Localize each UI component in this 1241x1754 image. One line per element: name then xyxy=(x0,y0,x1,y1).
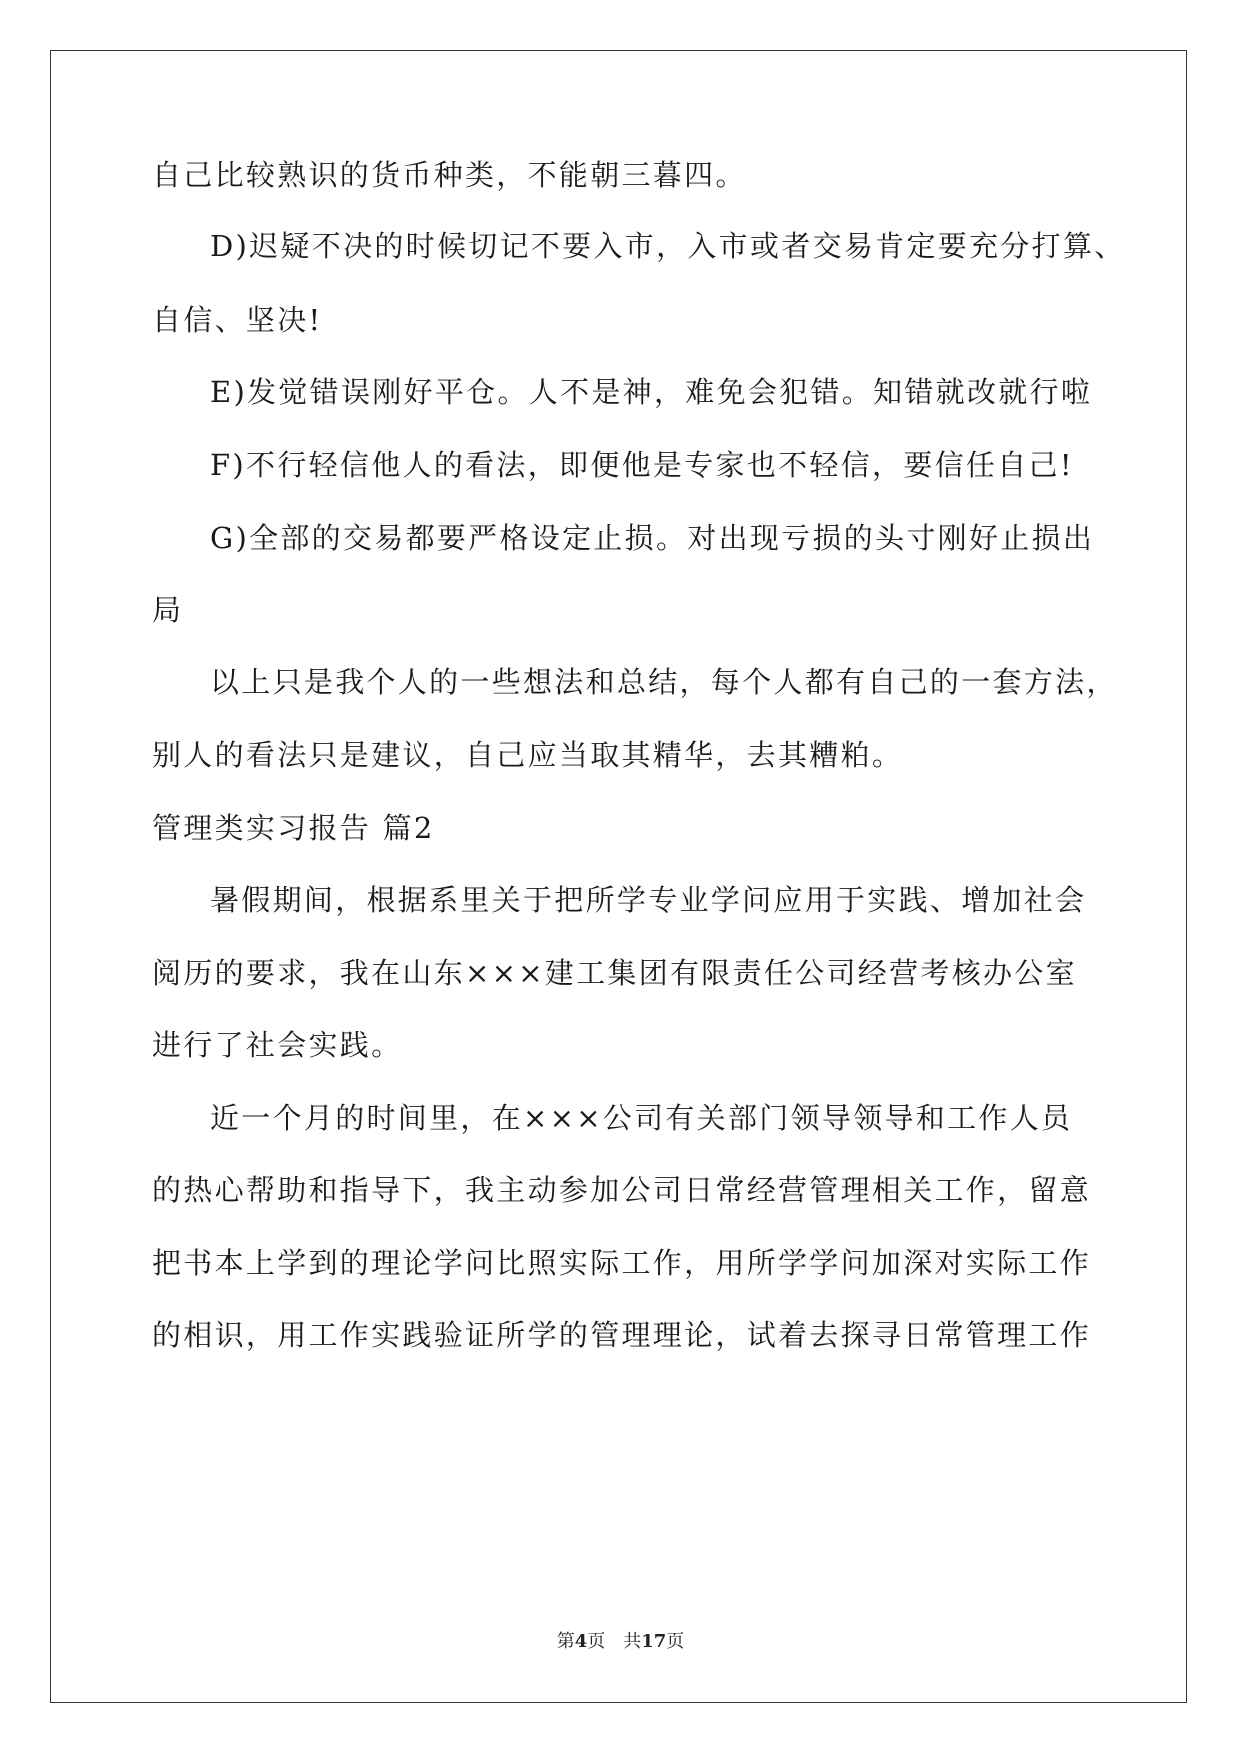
text-line-11: 暑假期间，根据系里关于把所学专业学问应用于实践、增加社会 xyxy=(210,883,1087,917)
text-line-7: 局 xyxy=(152,593,184,627)
footer-prefix: 第 xyxy=(556,1631,575,1652)
text-line-1: 自己比较熟识的货币种类，不能朝三暮四。 xyxy=(152,158,747,192)
text-line-17: 的相识，用工作实践验证所学的管理理论，试着去探寻日常管理工作 xyxy=(152,1318,1092,1352)
text-line-2: D)迟疑不决的时候切记不要入市，入市或者交易肯定要充分打算、 xyxy=(210,229,1126,263)
page-border xyxy=(50,50,1187,1703)
footer-suffix: 页 xyxy=(666,1631,685,1652)
text-line-16: 把书本上学到的理论学问比照实际工作，用所学学问加深对实际工作 xyxy=(152,1246,1092,1280)
page-footer xyxy=(0,1630,1241,1654)
section-heading: 管理类实习报告 篇2 xyxy=(152,811,435,845)
text-line-15: 的热心帮助和指导下，我主动参加公司日常经营管理相关工作，留意 xyxy=(152,1173,1092,1207)
text-line-12: 阅历的要求，我在山东×××建工集团有限责任公司经营考核办公室 xyxy=(152,956,1077,990)
footer-mid: 页 共 xyxy=(587,1631,642,1652)
text-line-13: 进行了社会实践。 xyxy=(152,1028,403,1062)
text-line-5: F)不行轻信他人的看法，即便他是专家也不轻信，要信任自己! xyxy=(210,448,1074,482)
footer-page-number: 4 xyxy=(574,1631,588,1652)
text-line-6: G)全部的交易都要严格设定止损。对出现亏损的头寸刚好止损出 xyxy=(210,521,1095,555)
text-line-4: E)发觉错误刚好平仓。人不是神，难免会犯错。知错就改就行啦 xyxy=(210,375,1093,409)
text-line-9: 别人的看法只是建议，自己应当取其精华，去其糟粕。 xyxy=(152,738,904,772)
text-line-14: 近一个月的时间里，在×××公司有关部门领导领导和工作人员 xyxy=(210,1101,1073,1135)
footer-total-pages: 17 xyxy=(641,1631,667,1652)
text-line-8: 以上只是我个人的一些想法和总结，每个人都有自己的一套方法， xyxy=(210,665,1118,699)
text-line-3: 自信、坚决! xyxy=(152,303,323,337)
